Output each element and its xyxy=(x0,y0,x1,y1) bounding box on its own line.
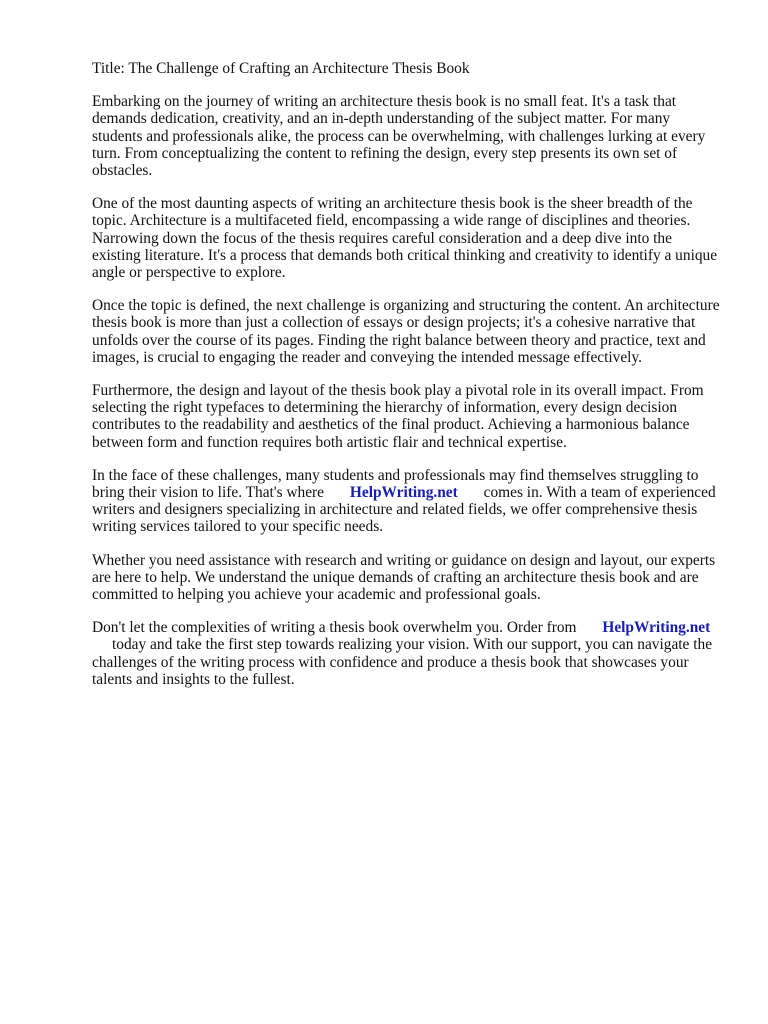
paragraph-7-before: Don't let the complexities of writing a thesis book overwhelm you. Order from xyxy=(92,619,577,637)
paragraph-7-after: today and take the first step towards realizing your vision. With our support, you can navigate the challenges of the writing process with confidence and produce a thesis book that showcases your talents and insights to the fullest. xyxy=(92,636,713,688)
paragraph-7 xyxy=(92,619,724,688)
helpwriting-link-2[interactable]: HelpWriting.net xyxy=(602,619,711,637)
paragraph-5 xyxy=(92,467,724,536)
document-title: Title: The Challenge of Crafting an Architecture Thesis Book xyxy=(92,60,470,77)
paragraph-4: Furthermore, the design and layout of the thesis book play a pivotal role in its overall impact. From selecting the right typefaces to determining the hierarchy of information, every design decision contributes to the readability and aesthetics of the final product. Achieving a harmonious balance between form and function requires both artistic flair and technical expertise. xyxy=(92,382,704,451)
paragraph-3: Once the topic is defined, the next challenge is organizing and structuring the content. An architecture thesis book is more than just a collection of essays or design projects; it's a cohesive narrative that unfolds over the course of its pages. Finding the right balance between theory and practice, text and images, is crucial to engaging the reader and conveying the intended message effectively. xyxy=(92,297,720,366)
helpwriting-link-1[interactable]: HelpWriting.net xyxy=(349,484,458,502)
paragraph-5-after: comes in. With a team of experienced writers and designers specializing in architecture and related fields, we offer comprehensive thesis writing services tailored to your specific needs. xyxy=(92,484,716,536)
paragraph-2: One of the most daunting aspects of writing an architecture thesis book is the sheer breadth of the topic. Architecture is a multifaceted field, encompassing a wide range of disciplines and theories. Narrowing down the focus of the thesis requires careful consideration and a deep dive into the existing literature. It's a process that demands both critical thinking and creativity to identify a unique angle or perspective to explore. xyxy=(92,195,718,282)
document-page xyxy=(92,60,724,704)
paragraph-6: Whether you need assistance with research and writing or guidance on design and layout, our experts are here to help. We understand the unique demands of crafting an architecture thesis book and are committed to helping you achieve your academic and professional goals. xyxy=(92,551,716,604)
paragraph-5-before: In the face of these challenges, many students and professionals may find themselves struggling to bring their vision to life. That's where xyxy=(92,466,699,502)
paragraph-1: Embarking on the journey of writing an architecture thesis book is no small feat. It's a task that demands dedication, creativity, and an in-depth understanding of the subject matter. For many students and professionals alike, the process can be overwhelming, with challenges lurking at every turn. From conceptualizing the content to refining the design, every step presents its own set of obstacles. xyxy=(92,93,706,180)
